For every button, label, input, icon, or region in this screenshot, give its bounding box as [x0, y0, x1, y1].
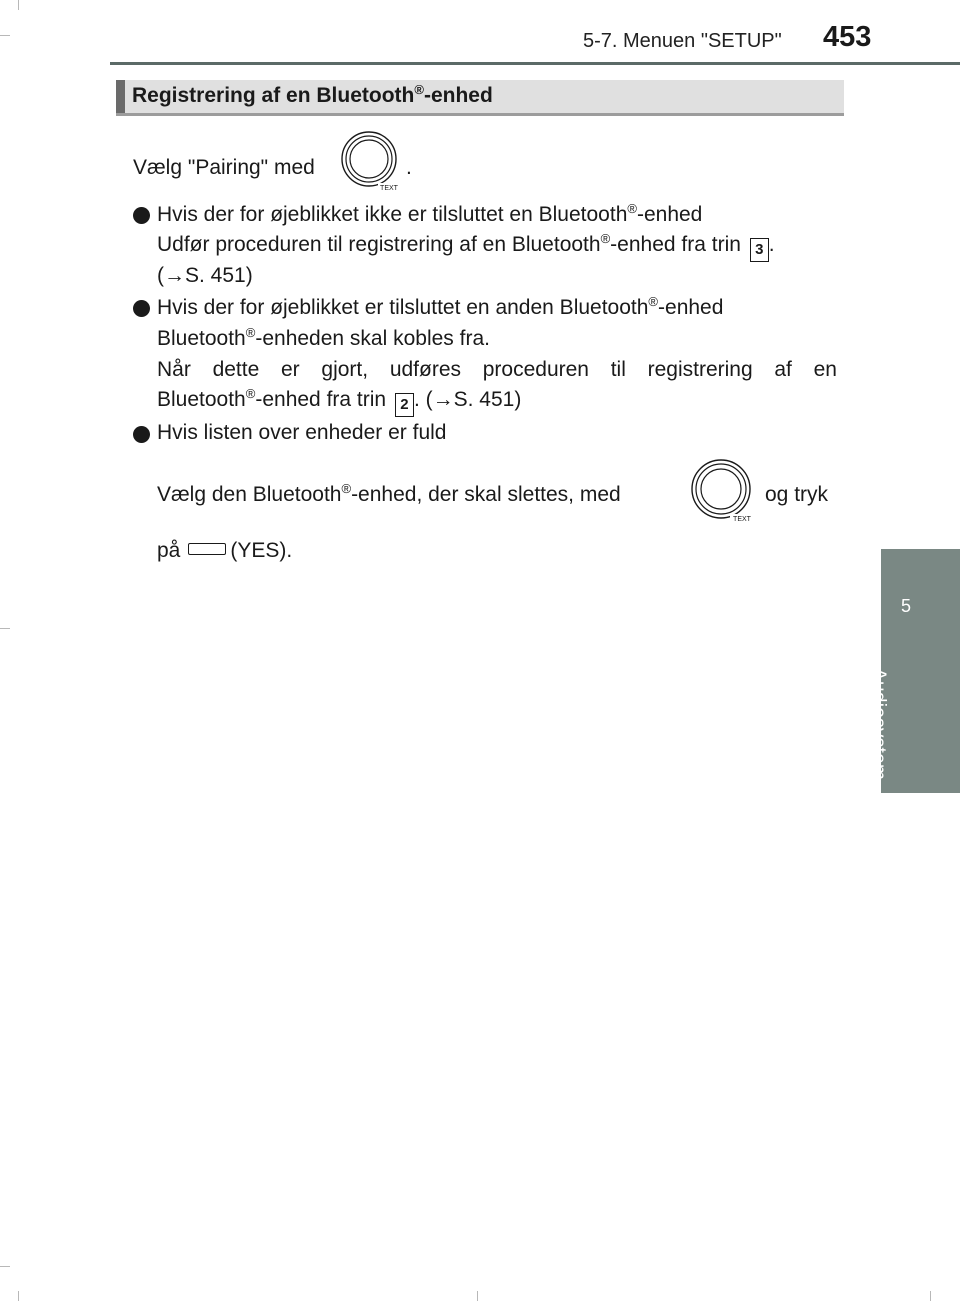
crop-mark [0, 35, 10, 36]
bullet3-heading: Hvis listen over enheder er fuld [157, 421, 447, 444]
bullet2-line3: Når dette er gjort, udføres proceduren til registrering af en [157, 358, 837, 381]
running-header: 5-7. Menuen "SETUP" [583, 30, 782, 52]
bullet3-line2-tail: og tryk [765, 483, 829, 506]
header-rule [110, 62, 960, 65]
bullet2-heading: Hvis der for øjeblikket er tilsluttet en anden Bluetooth®-enhed [157, 294, 724, 319]
step-reference-box[interactable]: 3 [750, 238, 769, 262]
bullet2-line2: Bluetooth®-enheden skal kobles fra. [157, 325, 490, 350]
intro-period: . [406, 156, 412, 179]
intro-line: Vælg "Pairing" med [133, 156, 315, 179]
chapter-tab [881, 549, 960, 793]
bullet3-line2: Vælg den Bluetooth®-enhed, der skal slettes, med [157, 481, 621, 506]
crop-mark [0, 628, 10, 629]
bullet-dot [133, 300, 150, 317]
crop-mark [18, 1291, 19, 1301]
bullet-dot [133, 426, 150, 443]
bullet1-body: Udfør proceduren til registrering af en Bluetooth®-enhed fra trin 3 . [157, 232, 775, 262]
tune-knob-icon [690, 458, 756, 524]
knob-label: TEXT [380, 185, 398, 192]
button-icon [188, 543, 226, 555]
chapter-label: Audiosystem [868, 668, 889, 781]
section-heading-bar [116, 80, 125, 113]
bullet1-page-ref[interactable]: (→S. 451) [157, 264, 253, 287]
chapter-number: 5 [900, 596, 911, 616]
knob-label: TEXT [733, 516, 751, 523]
bullet2-line4: Bluetooth®-enhed fra trin 2 . (→S. 451) [157, 387, 521, 417]
page-number: 453 [823, 21, 872, 53]
bullet-dot [133, 207, 150, 224]
tune-knob-icon [340, 130, 402, 192]
section-title: Registrering af en Bluetooth®-enhed [132, 82, 493, 107]
crop-mark [18, 0, 19, 10]
crop-mark [930, 1291, 931, 1301]
crop-mark [0, 1266, 10, 1267]
step-reference-box[interactable]: 2 [395, 393, 414, 417]
section-heading [116, 80, 844, 116]
bullet3-line3: på (YES). [157, 539, 293, 562]
bullet1-heading: Hvis der for øjeblikket ikke er tilsluttet en Bluetooth®-enhed [157, 201, 703, 226]
crop-mark [477, 1291, 478, 1301]
